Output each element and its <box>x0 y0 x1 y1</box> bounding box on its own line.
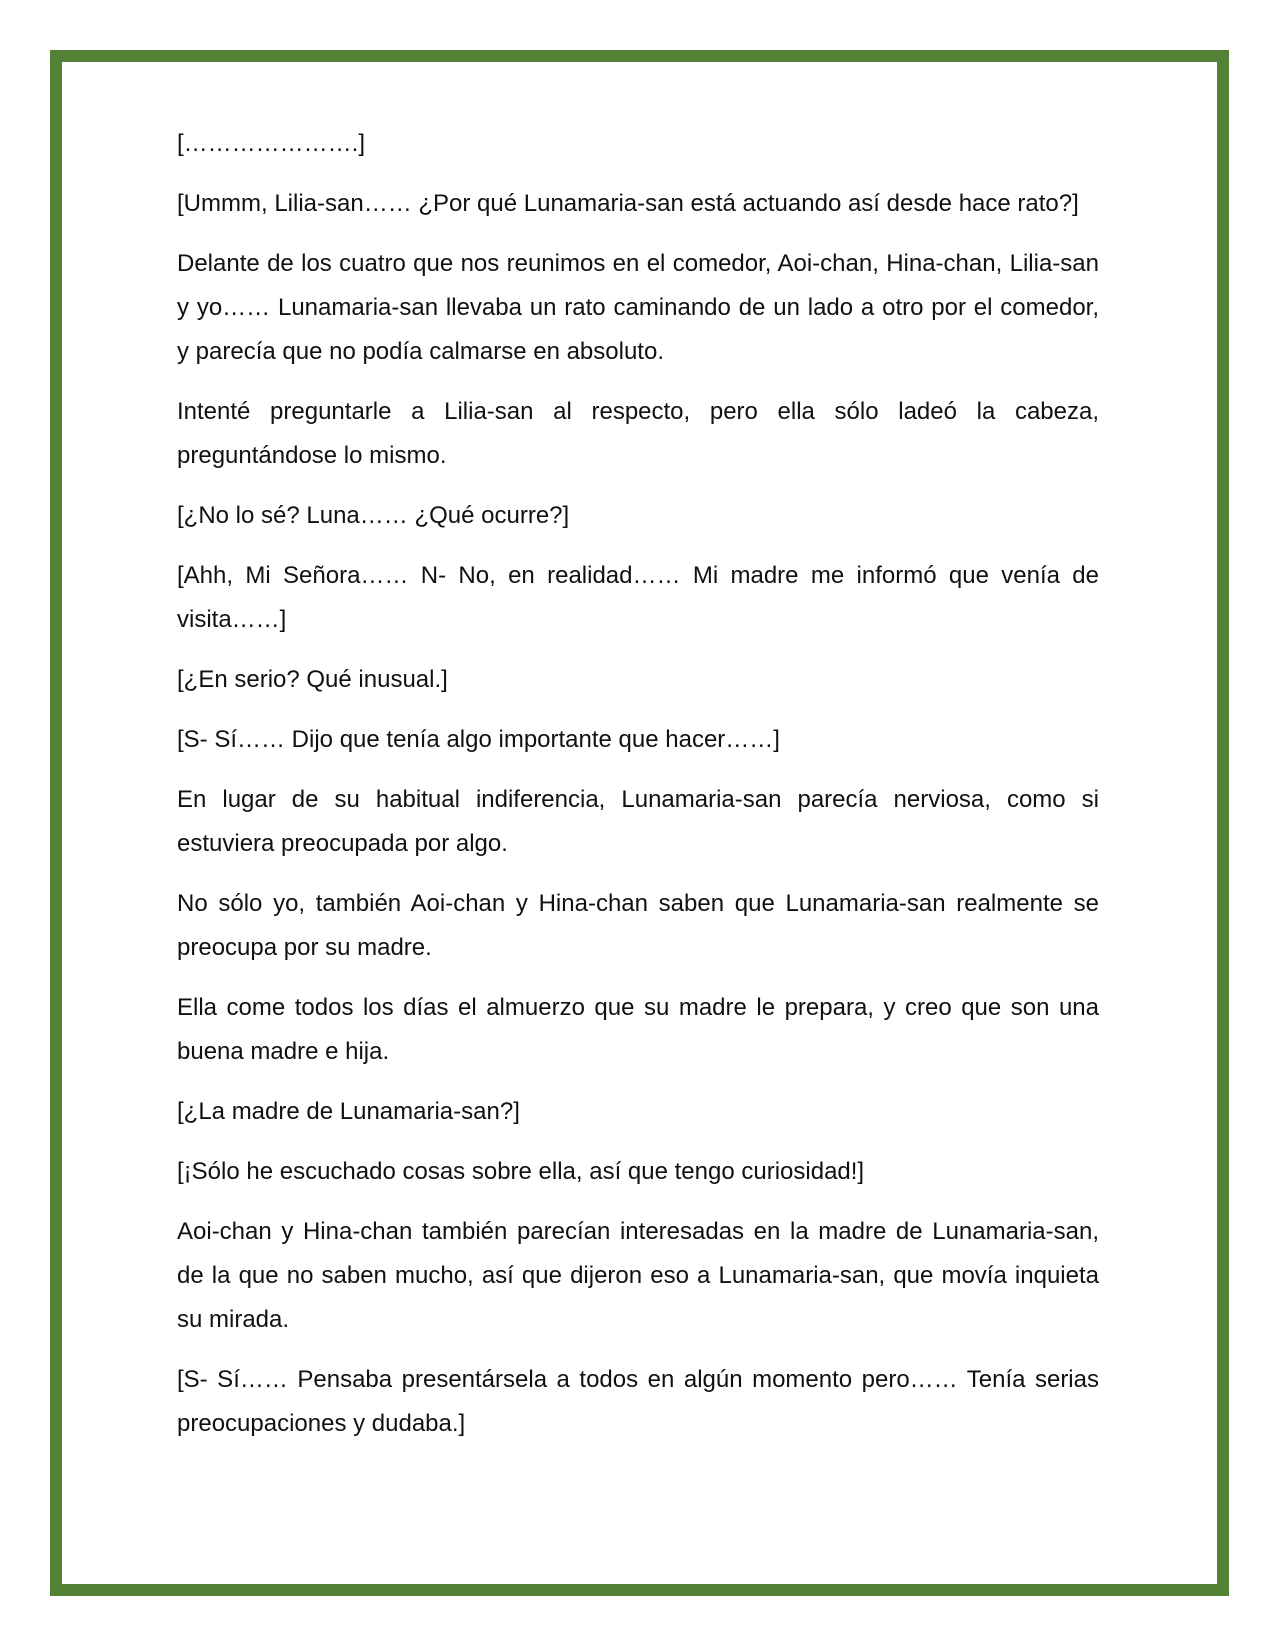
paragraph: Aoi-chan y Hina-chan también parecían interesadas en la madre de Lunamaria-san, de la que no saben mucho, así que dijeron eso a Lunamaria-san, que movía inquieta su mirada. <box>177 1218 1099 1333</box>
paragraph: Ella come todos los días el almuerzo que su madre le prepara, y creo que son una buena madre e hija. <box>177 994 1099 1065</box>
paragraph: [Ahh, Mi Señora…… N- No, en realidad…… Mi madre me informó que venía de visita……] <box>177 562 1099 633</box>
paragraph: [S- Sí…… Dijo que tenía algo importante que hacer……] <box>177 726 780 753</box>
paragraph: En lugar de su habitual indiferencia, Lunamaria-san parecía nerviosa, como si estuviera preocupada por algo. <box>177 786 1099 857</box>
paragraph: [S- Sí…… Pensaba presentársela a todos en algún momento pero…… Tenía serias preocupaciones y dudaba.] <box>177 1366 1099 1437</box>
paragraph: Intenté preguntarle a Lilia-san al respecto, pero ella sólo ladeó la cabeza, preguntándose lo mismo. <box>177 398 1099 469</box>
paragraph: [Ummm, Lilia-san…… ¿Por qué Lunamaria-san está actuando así desde hace rato?] <box>177 190 1079 217</box>
paragraph: [¡Sólo he escuchado cosas sobre ella, así que tengo curiosidad!] <box>177 1158 865 1185</box>
document-body <box>177 122 1099 1462</box>
paragraph: [¿La madre de Lunamaria-san?] <box>177 1098 520 1125</box>
paragraph: No sólo yo, también Aoi-chan y Hina-chan saben que Lunamaria-san realmente se preocupa por su madre. <box>177 890 1099 961</box>
paragraph: [¿No lo sé? Luna…… ¿Qué ocurre?] <box>177 502 570 529</box>
paragraph: Delante de los cuatro que nos reunimos en el comedor, Aoi-chan, Hina-chan, Lilia-san y yo…… Lunamaria-san llevaba un rato caminando de un lado a otro por el comedor, y parecía que no podía calmarse en absoluto. <box>177 250 1099 365</box>
paragraph: [¿En serio? Qué inusual.] <box>177 666 448 693</box>
paragraph: [………………….] <box>177 130 366 157</box>
